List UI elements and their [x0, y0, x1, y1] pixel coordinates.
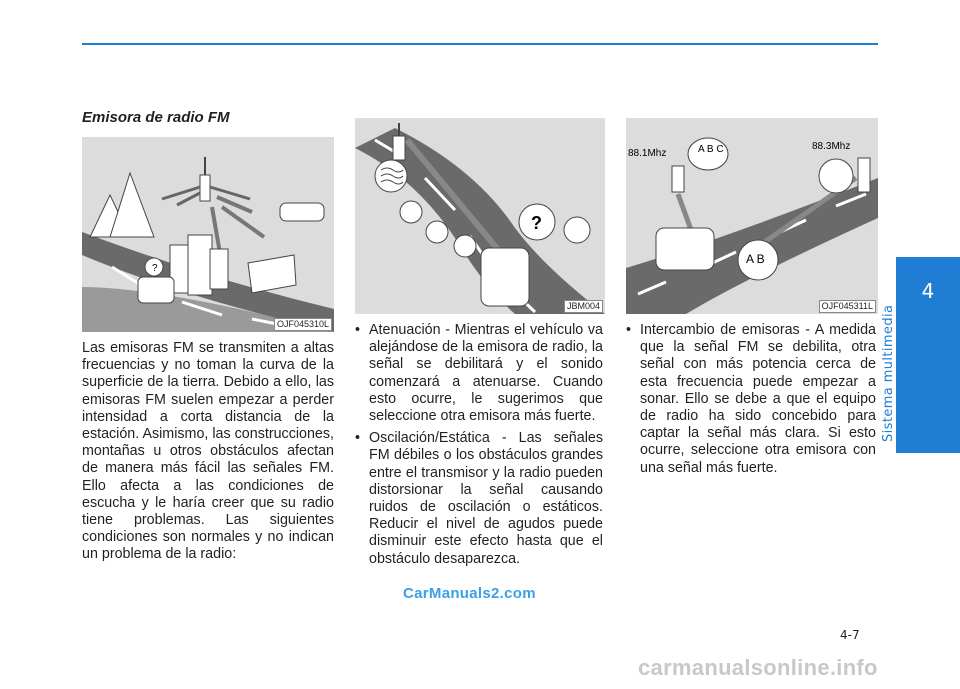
figure-code: OJF045311L [819, 300, 876, 313]
attenuation-illustration [355, 118, 605, 314]
header-rule [82, 43, 878, 45]
frequency-right: 88.3Mhz [812, 141, 851, 152]
bullet-static: • Oscilación/Estática - Las señales FM débiles o los obstáculos grandes entre el transmisor y la radio pueden distorsionar la señal causando ruidos de oscilación o estáticos. Reducir el nivel de agudos puede disminuir este efecto hasta que el obstáculo desaparezca. [355, 430, 603, 568]
figure-code: OJF045310L [274, 318, 332, 331]
figure-station-switch [626, 118, 878, 314]
svg-text:?: ? [152, 263, 158, 274]
chapter-number: 4 [921, 279, 935, 303]
watermark-link[interactable]: CarManuals2.com [403, 585, 536, 602]
figure-code: JBM004 [564, 300, 603, 313]
svg-text:A B: A B [746, 252, 765, 266]
figure-attenuation [355, 118, 605, 314]
station-switch-illustration [626, 118, 878, 314]
svg-text:A B C: A B C [698, 144, 724, 155]
frequency-left: 88.1Mhz [628, 148, 667, 159]
bullet-list-middle [355, 322, 603, 573]
chapter-title: Sistema multimedia [881, 304, 896, 442]
intro-paragraph: Las emisoras FM se transmiten a altas frecuencias y no toman la curva de la superficie de la tierra. Debido a ello, las emisoras FM suelen empezar a perder intensidad a corta distancia de la estación. Asimismo, las construcciones, montañas u otros obstáculos afectan de manera más fácil las señales FM. Ello afecta a las condiciones de escucha y le haría creer que su radio tiene problemas. Las siguientes condiciones son normales y no indican un problema de la radio: [82, 340, 334, 563]
bullet-attenuation: • Atenuación - Mientras el vehículo va alejándose de la emisora de radio, la señal se debilitará y el sonido comenzará a atenuarse. Cuando esto ocurre, le sugerimos que seleccione otra emisora más fuerte. [355, 322, 603, 425]
bullet-station-switch: • Intercambio de emisoras - A medida que la señal FM se debilita, otra señal con más potencia cerca de esta frecuencia puede empezar a sonar. Ello se debe a que el equipo de radio ha sido concebido para captar la señal más clara. Si esto ocurre, seleccione otra emisora con una señal más fuerte. [626, 322, 876, 477]
figure-fm-transmission [82, 137, 334, 332]
page-number: 4-7 [840, 628, 860, 642]
fm-transmission-illustration [82, 137, 334, 332]
chapter-tab[interactable] [896, 257, 960, 453]
section-title: Emisora de radio FM [82, 109, 230, 126]
footer-watermark: carmanualsonline.info [638, 655, 878, 680]
bullet-list-right [626, 322, 876, 482]
svg-text:?: ? [531, 213, 542, 233]
